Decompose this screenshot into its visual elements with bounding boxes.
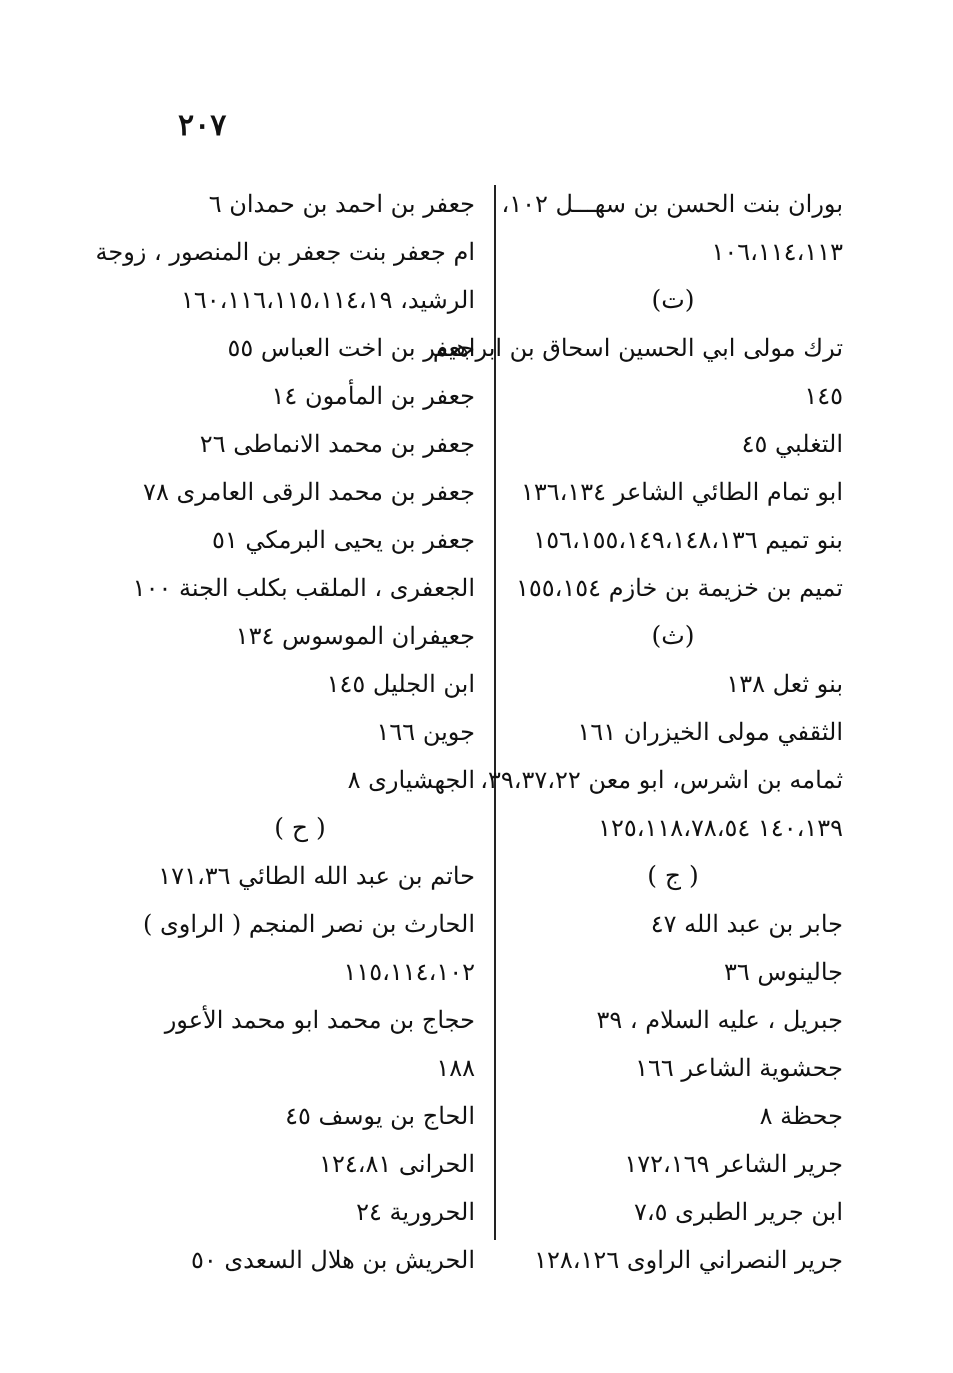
- page-number: ٢٠٧: [178, 108, 227, 143]
- index-entry: جابر بن عبد الله ٤٧: [650, 910, 843, 938]
- index-entry: جحظة ٨: [759, 1102, 843, 1130]
- index-entry: الحرورية ٢٤: [356, 1198, 475, 1226]
- index-entry: ١٠٦،١١٤،١١٣: [711, 238, 843, 266]
- index-entry: التغلبي ٤٥: [741, 430, 843, 458]
- index-entry: ابن جرير الطبرى ٧،٥: [634, 1198, 843, 1226]
- index-entry: بنو ثعل ١٣٨: [726, 670, 843, 698]
- index-entry: الجهشيارى ٨: [347, 766, 475, 794]
- index-entry: جرير الشاعر ١٧٢،١٦٩: [624, 1150, 843, 1178]
- index-entry: الحريش بن هلال السعدى ٥٠: [190, 1246, 475, 1274]
- index-entry: جالينوس ٣٦: [723, 958, 843, 986]
- index-entry: بوران بنت الحسن بن سهـــل ١٠٢،: [501, 190, 843, 218]
- index-entry: الحارث بن نصر المنجم ( الراوى ): [143, 910, 475, 938]
- index-entry: حاتم بن عبد الله الطائي ١٧١،٣٦: [158, 862, 475, 890]
- index-entry: ١١٥،١١٤،١٠٢: [343, 958, 475, 986]
- index-entry: جعفر بن المأمون ١٤: [271, 382, 475, 410]
- index-entry: ١٤٠،١٣٩ ١٢٥،١١٨،٧٨،٥٤: [598, 814, 843, 842]
- index-entry: ام جعفر بنت جعفر بن المنصور ، زوجة: [95, 238, 475, 266]
- index-entry: ١٤٥: [804, 382, 843, 410]
- index-entry: ثمامه بن اشرس، ابو معن ٣٩،٣٧،٢٢،: [480, 766, 843, 794]
- index-column-left: [95, 180, 475, 1284]
- section-letter-heading: ( ج ): [647, 861, 699, 890]
- index-entry: الرشيد، ١٦٠،١١٦،١١٥،١١٤،١٩: [181, 286, 475, 314]
- index-entry: حجاج بن محمد ابو محمد الأعور: [164, 1006, 475, 1034]
- index-entry: جعفر بن محمد الانماطى ٢٦: [199, 430, 475, 458]
- index-entry: الثقفي مولى الخيزران ١٦١: [577, 718, 843, 746]
- index-entry: تميم بن خزيمة بن خازم ١٥٥،١٥٤: [515, 574, 843, 602]
- index-entry: جعفر بن يحيى البرمكي ٥١: [211, 526, 475, 554]
- index-entry: جعفر بن احمد بن حمدان ٦: [208, 190, 475, 218]
- index-entry: جرير النصراني الراوى ١٢٨،١٢٦: [534, 1246, 843, 1274]
- index-entry: جحشوية الشاعر ١٦٦: [635, 1054, 843, 1082]
- section-letter-heading: (ت): [651, 285, 695, 314]
- index-entry: ابن الجليل ١٤٥: [326, 670, 475, 698]
- index-entry: الجعفرى ، الملقب بكلب الجنة ١٠٠: [132, 574, 475, 602]
- index-entry: جعفر بن اخت العباس ٥٥: [227, 334, 475, 362]
- index-entry: ١٨٨: [436, 1054, 475, 1082]
- index-entry: جبريل ، عليه السلام ، ٣٩: [596, 1006, 843, 1034]
- index-entry: ابو تمام الطائي الشاعر ١٣٦،١٣٤: [520, 478, 843, 506]
- index-entry: جوين ١٦٦: [376, 718, 475, 746]
- index-entry: بنو تميم ١٥٦،١٥٥،١٤٩،١٤٨،١٣٦: [533, 526, 843, 554]
- section-letter-heading: (ث): [651, 621, 695, 650]
- index-entry: جعفر بن محمد الرقى العامرى ٧٨: [143, 478, 475, 506]
- section-letter-heading: ( ح ): [274, 813, 326, 842]
- index-entry: الحرانى ١٢٤،٨١: [319, 1150, 475, 1178]
- index-entry: الحاج بن يوسف ٤٥: [285, 1102, 475, 1130]
- index-entry: ترك مولى ابي الحسين اسحاق بن ابراهيم: [432, 334, 843, 362]
- index-entry: جعيفران الموسوس ١٣٤: [235, 622, 475, 650]
